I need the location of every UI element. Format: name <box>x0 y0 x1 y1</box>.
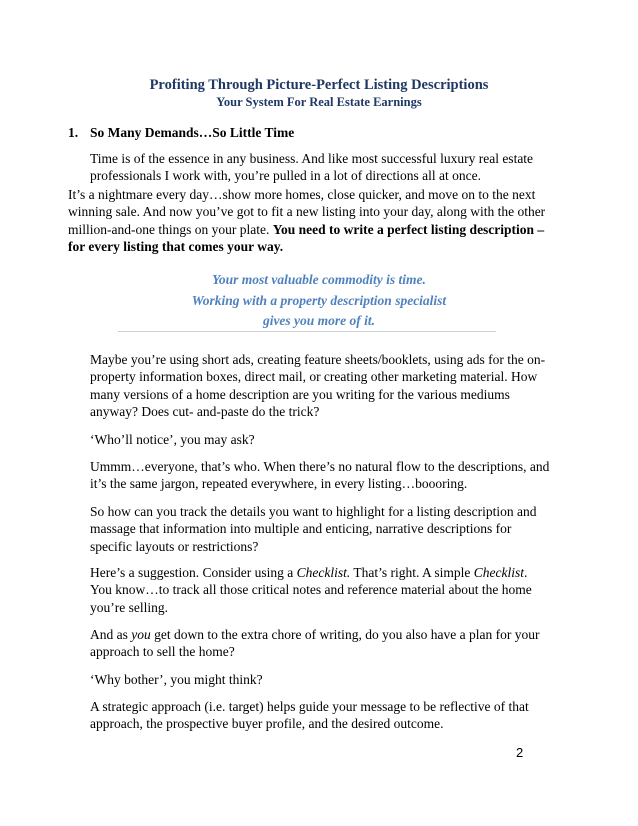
paragraph-who-notice: ‘Who’ll notice’, you may ask? <box>90 432 255 447</box>
pull-quote-line-1: Your most valuable commodity is time. <box>212 272 426 287</box>
plan-text-a: And as <box>90 627 132 642</box>
checklist-text-c: That’s right. A simple <box>350 565 474 580</box>
document-title: Profiting Through Picture-Perfect Listing Descriptions <box>149 77 489 93</box>
document-subtitle: Your System For Real Estate Earnings <box>216 95 422 109</box>
plan-text-c: get down to the extra chore of writing, do you also have a plan for your approach to sell the home? <box>90 627 540 660</box>
checklist-italic-1: Checklist. <box>296 565 351 580</box>
paragraph-mediums: Maybe you’re using short ads, creating feature sheets/booklets, using ads for the on-property information boxes, direct mail, or creating other marketing material. How many versions of a home description are you writing for the various mediums anyway? Does cut- and-paste do the trick? <box>90 352 546 420</box>
page-number: 2 <box>516 745 524 760</box>
plan-italic-you: you <box>131 627 151 642</box>
section-number: 1. <box>68 125 79 140</box>
checklist-text-a: Here’s a suggestion. Consider using a <box>90 565 297 580</box>
checklist-italic-2: Checklist <box>473 565 524 580</box>
paragraph-strategic: A strategic approach (i.e. target) helps guide your message to be reflective of that approach, the prospective buyer profile, and the desired outcome. <box>90 699 529 732</box>
checklist-text-e: . You know…to track all those critical notes and reference material about the home you’re selling. <box>90 565 532 615</box>
paragraph-why-bother: ‘Why bother’, you might think? <box>90 672 263 687</box>
section-heading <box>68 125 294 141</box>
nightmare-text: It’s a nightmare every day…show more homes, close quicker, and move on to the next winning sale. And now you’ve got to fit a new listing into your day, along with the other million-and-one things on your plate. <box>68 187 546 237</box>
nightmare-bold-text: You need to write a perfect listing description – for every listing that comes your way. <box>68 221 545 255</box>
pull-quote-line-2: Working with a property description specialist <box>191 293 447 308</box>
pull-quote-line-3: gives you more of it. <box>262 313 376 328</box>
pull-quote-divider <box>118 331 496 332</box>
intro-paragraph: Time is of the essence in any business. And like most successful luxury real estate professionals I work with, you’re pulled in a lot of directions all at once. <box>90 151 534 184</box>
paragraph-plan <box>90 626 552 661</box>
nightmare-paragraph <box>68 186 552 256</box>
section-title: So Many Demands…So Little Time <box>90 125 295 140</box>
paragraph-everyone: Ummm…everyone, that’s who. When there’s no natural flow to the descriptions, and it’s the same jargon, repeated everywhere, in every listing…boooring. <box>90 459 550 492</box>
paragraph-track-details: So how can you track the details you want to highlight for a listing description and massage that information into multiple and enticing, narrative descriptions for specific layouts or restrictions? <box>90 504 537 554</box>
paragraph-checklist <box>90 564 552 616</box>
